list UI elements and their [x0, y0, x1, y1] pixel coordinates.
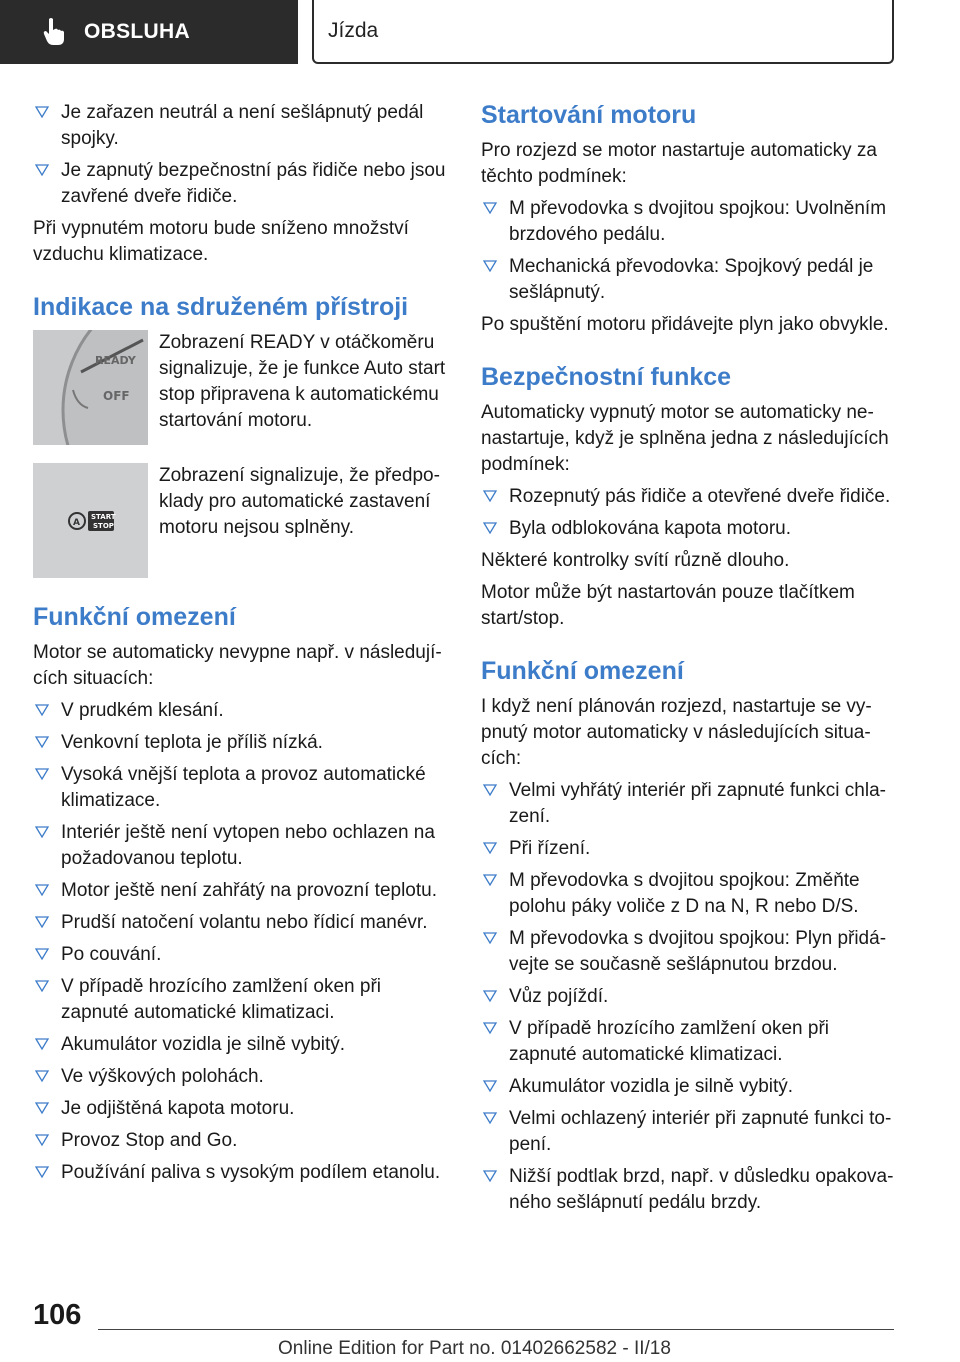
triangle-bullet-icon: [35, 735, 49, 749]
triangle-bullet-icon: [483, 873, 497, 887]
svg-text:START: START: [91, 513, 116, 521]
list-item: Je zařazen neutrál a není sešlápnutý pedál spojky.: [33, 100, 451, 152]
list-item: Venkovní teplota je příliš nízká.: [33, 730, 451, 756]
triangle-bullet-icon: [35, 947, 49, 961]
paragraph: Motor může být nastartován pouze tlačítkem start/stop.: [481, 582, 855, 629]
triangle-bullet-icon: [35, 1165, 49, 1179]
chapter-title: Jízda: [328, 19, 379, 42]
svg-text:STOP: STOP: [93, 522, 114, 530]
list-item: Je zapnutý bezpečnostní pás řidiče nebo jsou zavřené dveře řidiče.: [33, 158, 451, 210]
tachometer-ready-image: [33, 330, 148, 445]
triangle-bullet-icon: [483, 489, 497, 503]
indicator-autostart-text: Zobrazení signalizuje, že předpo-klady pro automatické zastavení motoru nejsou splněny.: [159, 465, 440, 538]
auto-start-stop-image: [33, 463, 148, 578]
left-column: [33, 100, 451, 1192]
list-item: V prudkém klesání.: [33, 698, 451, 724]
edition-text: Online Edition for Part no. 01402662582 - II/18: [278, 1338, 671, 1359]
svg-text:READY: READY: [95, 354, 136, 367]
triangle-bullet-icon: [35, 767, 49, 781]
paragraph: Při vypnutém motoru bude sníženo množství vzduchu klimatizace.: [33, 218, 409, 265]
list-item: Interiér ještě není vytopen nebo ochlazen na požadovanou teplotu.: [33, 820, 451, 872]
list-item: M převodovka s dvojitou spojkou: Plyn přidá-vejte se současně sešlápnutou brzdou.: [481, 926, 901, 978]
list-item: Je odjištěná kapota motoru.: [33, 1096, 451, 1122]
triangle-bullet-icon: [35, 1069, 49, 1083]
svg-text:OFF: OFF: [103, 389, 130, 403]
triangle-bullet-icon: [35, 915, 49, 929]
list-item: Ve výškových polohách.: [33, 1064, 451, 1090]
list-item: M převodovka s dvojitou spojkou: Změňte polohu páky voliče z D na N, R nebo D/S.: [481, 868, 901, 920]
list-item: V případě hrozícího zamlžení oken při zapnuté automatické klimatizaci.: [481, 1016, 901, 1068]
list-item: Akumulátor vozidla je silně vybitý.: [33, 1032, 451, 1058]
list-item: Byla odblokována kapota motoru.: [481, 516, 901, 542]
triangle-bullet-icon: [35, 1101, 49, 1115]
triangle-bullet-icon: [483, 989, 497, 1003]
triangle-bullet-icon: [483, 1111, 497, 1125]
triangle-bullet-icon: [483, 259, 497, 273]
triangle-bullet-icon: [35, 703, 49, 717]
svg-text:A: A: [73, 518, 80, 528]
list-item: Po couvání.: [33, 942, 451, 968]
list-item: Při řízení.: [481, 836, 901, 862]
triangle-bullet-icon: [483, 201, 497, 215]
list-item: V případě hrozícího zamlžení oken při zapnuté automatické klimatizaci.: [33, 974, 451, 1026]
triangle-bullet-icon: [35, 105, 49, 119]
list-item: Akumulátor vozidla je silně vybitý.: [481, 1074, 901, 1100]
list-item: Mechanická převodovka: Spojkový pedál je sešlápnutý.: [481, 254, 901, 306]
triangle-bullet-icon: [35, 979, 49, 993]
list-item: Motor ještě není zahřátý na provozní teplotu.: [33, 878, 451, 904]
list-item: Vysoká vnější teplota a provoz automatické klimatizace.: [33, 762, 451, 814]
list-item: Provoz Stop and Go.: [33, 1128, 451, 1154]
footer-divider: [98, 1329, 894, 1330]
triangle-bullet-icon: [35, 825, 49, 839]
triangle-bullet-icon: [35, 1133, 49, 1147]
indicator-ready: [33, 330, 451, 445]
triangle-bullet-icon: [483, 1021, 497, 1035]
list-item: Vůz pojíždí.: [481, 984, 901, 1010]
right-column: [481, 100, 901, 1222]
section-title: OBSLUHA: [84, 20, 190, 43]
paragraph: I když není plánován rozjezd, nastartuje se vy-pnutý motor automaticky v následujících situa-cích:: [481, 696, 872, 769]
paragraph: Po spuštění motoru přidávejte plyn jako obvykle.: [481, 314, 889, 335]
heading-bezpecnost: Bezpečnostní funkce: [481, 363, 732, 391]
heading-omezeni: Funkční omezení: [33, 603, 236, 631]
triangle-bullet-icon: [35, 163, 49, 177]
triangle-bullet-icon: [35, 1037, 49, 1051]
triangle-bullet-icon: [483, 783, 497, 797]
list-item: Nižší podtlak brzd, např. v důsledku opakova-ného sešlápnutí pedálu brzdy.: [481, 1164, 901, 1216]
indicator-autostart: [33, 463, 451, 578]
hand-pointer-icon: [42, 17, 68, 47]
chapter-tab: [312, 0, 894, 64]
list-item: Rozepnutý pás řidiče a otevřené dveře řidiče.: [481, 484, 901, 510]
triangle-bullet-icon: [483, 841, 497, 855]
paragraph: Automaticky vypnutý motor se automaticky ne-nastartuje, když je splněna jedna z následujících podmínek:: [481, 402, 889, 475]
heading-indikace: Indikace na sdruženém přístroji: [33, 293, 409, 321]
list-item: Velmi ochlazený interiér při zapnuté funkci to-pení.: [481, 1106, 901, 1158]
triangle-bullet-icon: [35, 883, 49, 897]
paragraph: Pro rozjezd se motor nastartuje automaticky za těchto podmínek:: [481, 140, 878, 187]
indicator-ready-text: Zobrazení READY v otáčkoměru signalizuje, že je funkce Auto start stop připravena k automatickému startování motoru.: [159, 332, 446, 431]
list-item: Prudší natočení volantu nebo řídicí manévr.: [33, 910, 451, 936]
triangle-bullet-icon: [483, 1169, 497, 1183]
list-item: M převodovka s dvojitou spojkou: Uvolněním brzdového pedálu.: [481, 196, 901, 248]
paragraph: Motor se automaticky nevypne např. v následují-cích situacích:: [33, 642, 442, 689]
triangle-bullet-icon: [483, 1079, 497, 1093]
list-item: Velmi vyhřátý interiér při zapnuté funkci chla-zení.: [481, 778, 901, 830]
triangle-bullet-icon: [483, 931, 497, 945]
triangle-bullet-icon: [483, 521, 497, 535]
page-number: 106: [33, 1299, 82, 1331]
section-tab: [0, 0, 298, 64]
list-item: Používání paliva s vysokým podílem etanolu.: [33, 1160, 451, 1186]
paragraph: Některé kontrolky svítí různě dlouho.: [481, 550, 790, 571]
heading-start: Startování motoru: [481, 101, 697, 129]
heading-omezeni: Funkční omezení: [481, 657, 684, 685]
